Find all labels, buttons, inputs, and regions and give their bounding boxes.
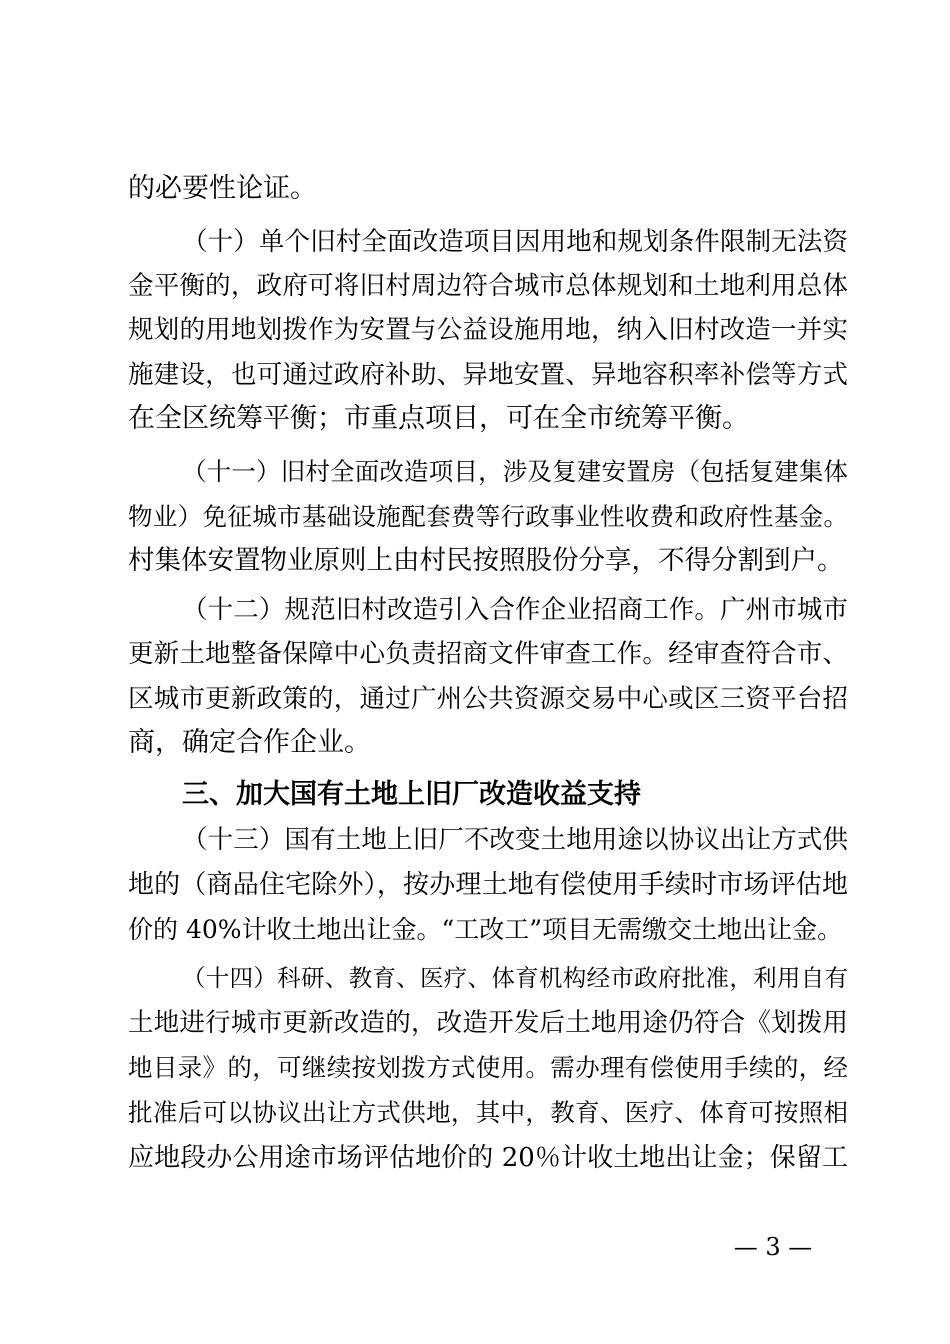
text-line: （十二）规范旧村改造引入合作企业招商工作。广州市城市	[182, 595, 848, 625]
text-line: 在全区统筹平衡；市重点项目，可在全市统筹平衡。	[128, 403, 749, 434]
text-line: 村集体安置物业原则上由村民按照股份分享，不得分割到户。	[128, 545, 844, 576]
text-line: （十一）旧村全面改造项目，涉及复建安置房（包括复建集体	[182, 457, 848, 486]
text-line: （十四）科研、教育、医疗、体育机构经市政府批准，利用自有	[182, 964, 848, 992]
text-line: 价的 40%计收土地出让金。“工改工”项目无需缴交土地出让金。	[128, 915, 843, 944]
text-line: 地目录》的，可继续按划拨方式使用。需办理有偿使用手续的，经	[128, 1053, 848, 1082]
text-line: 施建设，也可通过政府补助、异地安置、异地容积率补偿等方式	[128, 360, 848, 390]
text-line: 更新土地整备保障中心负责招商文件审查工作。经审查符合市、	[128, 639, 848, 669]
text-line: 的必要性论证。	[128, 173, 317, 204]
text-line: 地的（商品住宅除外），按办理土地有偿使用手续时市场评估地	[128, 870, 848, 900]
text-line: 应地段办公用途市场评估地价的 20％计收土地出让金；保留工	[128, 1143, 848, 1173]
text-line: 规划的用地划拨作为安置与公益设施用地，纳入旧村改造一并实	[128, 315, 848, 345]
text-line: 商，确定合作企业。	[128, 727, 371, 758]
text-line: 金平衡的，政府可将旧村周边符合城市总体规划和土地利用总体	[128, 271, 848, 301]
text-line: 物业）免征城市基础设施配套费等行政事业性收费和政府性基金。	[128, 502, 848, 531]
page-number: — 3 —	[733, 1233, 813, 1261]
text-line: （十三）国有土地上旧厂不改变土地用途以协议出让方式供	[182, 825, 848, 855]
text-line: 区城市更新政策的，通过广州公共资源交易中心或区三资平台招	[128, 684, 848, 714]
section-heading: 三、加大国有土地上旧厂改造收益支持	[182, 779, 641, 810]
text-line: （十）单个旧村全面改造项目因用地和规划条件限制无法资	[182, 227, 848, 257]
text-line: 土地进行城市更新改造的，改造开发后土地用途仍符合《划拨用	[128, 1008, 848, 1038]
text-line: 批准后可以协议出让方式供地，其中，教育、医疗、体育可按照相	[128, 1098, 848, 1127]
